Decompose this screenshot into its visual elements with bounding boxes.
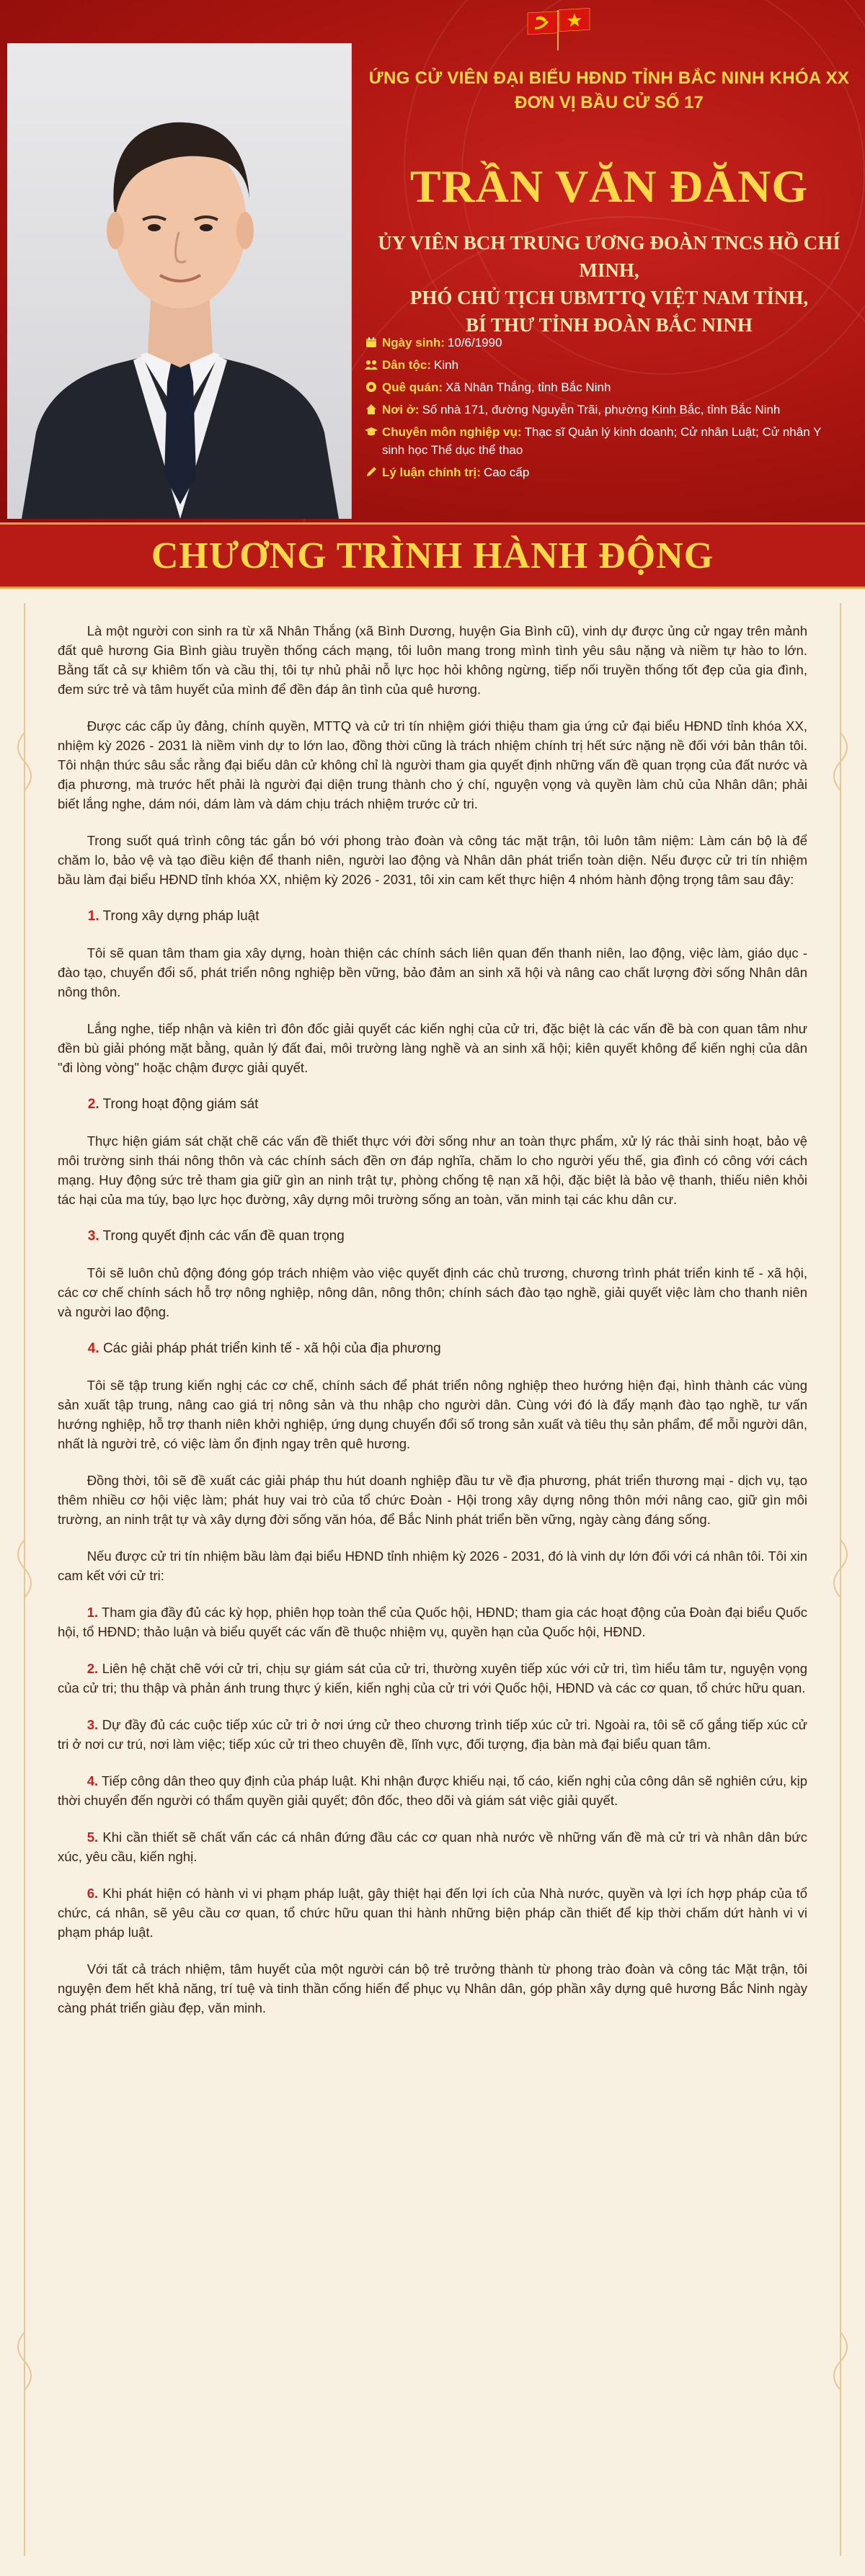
intro-paragraph: Trong suốt quá trình công tác gắn bó với phong trào đoàn và công tác mặt trận, tôi luôn tâm niệm: Làm cán bộ là để chăm lo, bảo vệ và tạo điều kiện để thanh niên, người lao động và Nhân dân phát triển toàn diện. Nếu được cử tri tín nhiệm bầu làm đại biểu HĐND tỉnh khóa XX, nhiệm kỳ 2026 - 2031, tôi xin cam kết thực hiện 4 nhóm hành động trọng tâm sau đây: [58,833,807,887]
info-value: Kinh [434,358,459,372]
section-paragraph: Thực hiện giám sát chặt chẽ các vấn đề thiết thực với đời sống như an toàn thực phẩm, xử lý rác thải sinh hoạt, bảo vệ môi trường sinh thái nông thôn và các chính sách đền ơn đáp nghĩa, chăm lo cho người yếu thế, gia đình có công với cách mạng. Huy động sức trẻ tham gia giữ gìn an ninh trật tự, phòng chống tệ nạn xã hội, đặc biệt là bảo vệ thanh, thiếu niên khỏi tác hại của ma túy, bạo lực học đường, xây dựng môi trường sống an toàn, văn minh tại các khu dân cư. [58,1133,807,1207]
section-number: 2. [87,1097,99,1112]
commitment-item [58,1771,807,1810]
commitment-item [58,1603,807,1641]
section-title: Trong hoạt động giám sát [102,1097,259,1112]
graduation-icon [365,425,378,438]
commitment-text: Tham gia đầy đủ các kỳ họp, phiên họp toàn thể của Quốc hội, HĐND; tham gia các hoạt động của Đoàn đại biểu Quốc hội, tổ HĐND; thảo luận và biểu quyết các vấn đề thuộc nhiệm vụ, quyền hạn của Quốc hội, HĐND. [58,1605,807,1639]
commitment-number: 5. [86,1830,99,1845]
pen-icon [365,465,378,478]
info-label: Quê quán: [382,380,443,394]
section-heading [88,906,807,926]
intro-paragraph: Là một người con sinh ra từ xã Nhân Thắng (xã Bình Dương, huyện Gia Bình cũ), vinh dự được ủng cử ngay trên mảnh đất quê hương Gia Bình giàu truyền thống cách mạng, tôi luôn mang trong mình tình yêu sâu nặng và niềm tự hào to lớn. Bằng tất cả sự khiêm tốn và cầu thị, tôi tự nhủ phải nỗ lực học hỏi không ngừng, tiếp nối truyền thống tốt đẹp của gia đình, đem sức trẻ và tâm huyết của mình để đền đáp ân tình của quê hương. [58,623,807,697]
section-paragraph: Tôi sẽ luôn chủ động đóng góp trách nhiệm vào việc quyết định các chủ trương, chương trình phát triển kinh tế - xã hội, các cơ chế chính sách hỗ trợ nông nghiệp, nông dân, nông thôn; chính sách đào tạo nghề, giải quyết việc làm cho thanh niên và người lao động. [58,1265,807,1319]
section-number: 1. [87,909,99,924]
info-label: Ngày sinh: [382,336,445,349]
commitment-item [58,1884,807,1942]
commitment-intro: Nếu được cử tri tín nhiệm bầu làm đại biểu HĐND tỉnh nhiệm kỳ 2026 - 2031, đó là vinh dự lớn đối với cá nhân tôi. Tôi xin cam kết với cử tri: [58,1548,807,1583]
candidate-title-line: PHÓ CHỦ TỊCH UBMTTQ VIỆT NAM TỈNH, [409,287,809,308]
info-row-qualification [365,423,840,459]
info-label: Chuyên môn nghiệp vụ: [382,425,522,439]
closing-paragraph: Với tất cả trách nhiệm, tâm huyết của một người cán bộ trẻ trưởng thành từ phong trào đoàn và công tác Mặt trận, tôi nguyện đem hết khả năng, trí tuệ và tinh thần cống hiến để phục vụ Nhân dân, góp phần xây dựng quê hương Bắc Ninh ngày càng phát triển giàu đẹp, văn minh. [58,1961,807,2015]
commitment-text: Tiếp công dân theo quy định của pháp luật. Khi nhận được khiếu nại, tố cáo, kiến nghị của công dân sẽ nghiên cứu, kịp thời chuyển đến người có thẩm quyền giải quyết; đôn đốc, theo dõi và giám sát việc giải quyết. [58,1773,807,1808]
section-paragraph: Tôi sẽ tập trung kiến nghị các cơ chế, chính sách để phát triển nông nghiệp theo hướng hiện đại, hình thành các vùng sản xuất tập trung, nâng cao giá trị nông sản và thu nhập cho người dân. Cùng với đó là đẩy mạnh đào tạo nghề, tư vấn hướng nghiệp, hỗ trợ thanh niên khởi nghiệp, ứng dụng chuyển đổi số trong sản xuất và tiêu thụ sản phẩm, để mỗi người dân, nhất là người trẻ, có việc làm ổn định ngay trên quê hương. [58,1378,807,1451]
commitment-text: Liên hệ chặt chẽ với cử tri, chịu sự giám sát của cử tri, thường xuyên tiếp xúc với cử tri, tìm hiểu tâm tư, nguyện vọng của cử tri; thu thập và phản ánh trung thực ý kiến, kiến nghị của cử tri với Quốc hội, HĐND và các cơ quan, tổ chức hữu quan. [58,1661,808,1695]
section-title: Các giải pháp phát triển kinh tế - xã hội của địa phương [102,1341,441,1356]
section-paragraph: Tôi sẽ quan tâm tham gia xây dựng, hoàn thiện các chính sách liên quan đến thanh niên, lao động, việc làm, giáo dục - đào tạo, chuyển đổi số, phát triển nông nghiệp bền vững, bảo đảm an sinh xã hội và nâng cao chất lượng đời sống Nhân dân nông thôn. [58,945,807,999]
calendar-icon [365,336,378,349]
info-value: Cao cấp [483,465,530,479]
candidate-name: TRẦN VĂN ĐĂNG [409,161,809,212]
section-banner [0,522,865,589]
info-value: Thạc sĩ Quản lý kinh doanh; Cử nhân Luật; Cử nhân Y sinh học Thể dục thể thao [382,425,822,457]
section-number: 4. [87,1341,99,1356]
commitment-number: 4. [86,1773,99,1788]
section-number: 3. [87,1229,99,1244]
info-value: Xã Nhân Thắng, tỉnh Bắc Ninh [445,380,611,394]
commitment-item [58,1659,807,1698]
election-line-1: ỨNG CỬ VIÊN ĐẠI BIỂU HĐND TỈNH BẮC NINH KHÓA XX [368,68,850,88]
election-heading [357,66,861,115]
section-paragraph: Đồng thời, tôi sẽ đề xuất các giải pháp thu hút doanh nghiệp đầu tư về địa phương, phát triển thương mại - dịch vụ, tạo thêm nhiều cơ hội việc làm; phát huy vai trò của tổ chức Đoàn - Hội trong xây dựng nông thôn mới nâng cao, giữ gìn môi trường, an ninh trật tự và xây dựng đời sống văn hóa, để Bắc Ninh phát triển bền vững, ngày càng đáng sống. [58,1473,807,1527]
commitment-number: 1. [86,1605,99,1620]
intro-paragraph: Được các cấp ủy đảng, chính quyền, MTTQ và cử tri tín nhiệm giới thiệu tham gia ứng cử đại biểu HĐND tỉnh khóa XX, nhiệm kỳ 2026 - 2031 là niềm vinh dự to lớn lao, đồng thời cũng là trách nhiệm chính trị hết sức nặng nề đối với bản thân tôi. Tôi nhận thức sâu sắc rằng đại biểu dân cử không chỉ là người tham gia quyết định những vấn đề quan trọng của đất nước và địa phương, mà trước hết phải là người đại diện trung thành cho ý chí, nguyện vọng và quyền làm chủ của Nhân dân; phải biết lắng nghe, dám nói, dám làm và dám chịu trách nhiệm trước cử tri. [58,718,807,811]
commitment-text: Khi cần thiết sẽ chất vấn các cá nhân đứng đầu các cơ quan nhà nước về những vấn đề mà cử tri và nhân dân bức xúc, yêu cầu, kiến nghị. [58,1830,807,1864]
home-icon [365,403,378,416]
party-flag-emblem-icon [526,7,591,52]
info-row-birthdate [365,334,840,352]
commitment-text: Dự đầy đủ các cuộc tiếp xúc cử tri ở nơi ứng cử theo chương trình tiếp xúc cử tri. Ngoài ra, tôi sẽ cố gắng tiếp xúc cử tri ở nơi cư trú, nơi làm việc; tiếp xúc cử tri theo chuyên đề, lĩnh vực, đối tượng, địa bàn mà đại biểu quan tâm. [58,1717,807,1752]
section-paragraph: Lắng nghe, tiếp nhận và kiên trì đôn đốc giải quyết các kiến nghị của cử tri, đặc biệt là các vấn đề bà con quan tâm như đền bù giải phóng mặt bằng, quản lý đất đai, môi trường làng nghề và an sinh xã hội; kiên quyết không để kiến nghị của dân "đi lòng vòng" hoặc chậm được giải quyết. [58,1021,807,1075]
info-row-hometown [365,378,840,396]
info-label: Nơi ở: [382,403,420,416]
candidate-title-line: ỦY VIÊN BCH TRUNG ƯƠNG ĐOÀN TNCS HỒ CHÍ MINH, [378,232,840,281]
decor-border-left [10,603,39,2556]
commitment-item [58,1827,807,1866]
info-row-residence [365,401,840,419]
info-row-ethnicity [365,356,840,374]
program-text [58,621,807,2035]
location-icon [365,380,378,393]
section-heading [88,1226,807,1246]
people-icon [365,358,378,371]
header [0,0,865,522]
decor-border-right [826,603,855,2556]
commitment-number: 2. [86,1661,99,1676]
banner-title: CHƯƠNG TRÌNH HÀNH ĐỘNG [151,535,714,576]
candidate-portrait [7,43,352,519]
commitment-item [58,1715,807,1754]
section-heading [88,1339,807,1358]
commitment-text: Khi phát hiện có hành vi vi phạm pháp luật, gây thiệt hại đến lợi ích của Nhà nước, quyền và lợi ích hợp pháp của tổ chức, cá nhân, sẽ yêu cầu cơ quan, tổ chức hữu quan thi hành những biện pháp cần thiết để kịp thời chấm dứt hành vi vi phạm pháp luật. [58,1886,808,1940]
info-label: Lý luận chính trị: [382,465,481,479]
commitment-number: 3. [86,1717,99,1732]
candidate-info [365,334,840,486]
election-line-2: ĐƠN VỊ BẦU CỬ SỐ 17 [515,93,704,112]
info-label: Dân tộc: [382,358,431,372]
section-title: Trong quyết định các vấn đề quan trọng [102,1229,345,1244]
info-row-political-theory [365,463,840,481]
commitment-number: 6. [86,1886,99,1901]
section-heading [88,1095,807,1114]
section-title: Trong xây dựng pháp luật [102,909,260,924]
candidate-title-line: BÍ THƯ TỈNH ĐOÀN BẮC NINH [466,314,753,336]
info-value: Số nhà 171, đường Nguyễn Trãi, phường Kinh Bắc, tỉnh Bắc Ninh [422,403,781,416]
action-program [0,589,865,2576]
candidate-titles [357,229,861,339]
info-value: 10/6/1990 [447,336,502,349]
